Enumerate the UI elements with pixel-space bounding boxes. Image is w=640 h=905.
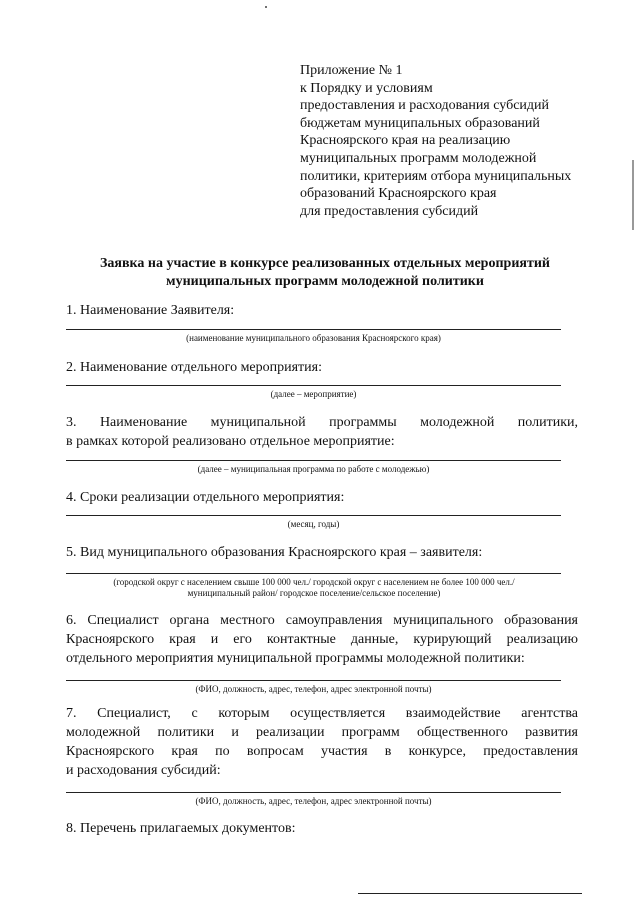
document-title	[40, 255, 610, 291]
item-8-fill-line[interactable]	[358, 893, 582, 894]
item-6-caption: (ФИО, должность, адрес, телефон, адрес электронной почты)	[195, 684, 432, 694]
appendix-line: Красноярского края на реализацию	[300, 133, 511, 149]
item-2-fill-line[interactable]	[66, 385, 561, 386]
appendix-line: муниципальных программ молодежной	[300, 150, 537, 166]
item-5-fill-line[interactable]	[66, 573, 561, 574]
item-8-attached-documents: 8. Перечень прилагаемых документов:	[66, 821, 296, 836]
appendix-line: Приложение № 1	[300, 63, 403, 78]
item-7-line: 7. Специалист, с которым осуществляется взаимодействие агентства	[66, 706, 578, 721]
scan-dot	[265, 6, 267, 8]
item-5-caption	[60, 577, 568, 599]
title-line: Заявка на участие в конкурсе реализованных отдельных мероприятий	[100, 256, 550, 271]
appendix-line: к Порядку и условиям	[300, 80, 433, 96]
item-3-line: 3. Наименование муниципальной программы молодежной политики,	[66, 415, 578, 430]
item-6-line: Красноярского края и его контактные данные, курирующий реализацию	[66, 632, 578, 647]
item-4-fill-line[interactable]	[66, 515, 561, 516]
item-2-caption: (далее – мероприятие)	[270, 389, 357, 399]
item-7-line: и расходования субсидий:	[66, 763, 221, 778]
item-6-municipal-specialist	[66, 611, 578, 668]
appendix-line: политики, критериям отбора муниципальных	[300, 168, 572, 184]
item-5-municipality-type: 5. Вид муниципального образования Красноярского края – заявителя:	[66, 545, 483, 560]
item-3-program-name	[66, 413, 578, 451]
title-line: муниципальных программ молодежной политики	[166, 274, 484, 289]
item-2-event-name: 2. Наименование отдельного мероприятия:	[66, 360, 322, 375]
item-6-line: 6. Специалист органа местного самоуправления муниципального образования	[66, 613, 578, 628]
item-3-caption: (далее – муниципальная программа по работе с молодежью)	[197, 464, 430, 474]
item-7-fill-line[interactable]	[66, 792, 561, 793]
appendix-line: бюджетам муниципальных образований	[300, 115, 540, 131]
scan-edge-mark	[632, 160, 634, 230]
item-7-line: Красноярского края по вопросам участия в конкурсе, предоставления	[66, 744, 578, 759]
item-4-caption: (месяц, годы)	[287, 519, 340, 529]
item-6-line: отдельного мероприятия муниципальной программы молодежной политики:	[66, 651, 525, 666]
item-5-caption-line: (городской округ с населением свыше 100 000 чел./ городской округ с населением не более 100 000 чел./	[113, 577, 515, 587]
item-1-caption: (наименование муниципального образования Красноярского края)	[186, 333, 441, 343]
item-4-timeframe: 4. Сроки реализации отдельного мероприятия:	[66, 490, 345, 505]
item-6-fill-line[interactable]	[66, 680, 561, 681]
appendix-line: образований Красноярского края	[300, 186, 497, 202]
item-7-agency-specialist	[66, 704, 578, 780]
item-7-line: молодежной политики и реализации программ общественного развития	[66, 725, 578, 740]
item-3-fill-line[interactable]	[66, 460, 561, 461]
item-1-fill-line[interactable]	[66, 329, 561, 330]
item-3-line: в рамках которой реализовано отдельное мероприятие:	[66, 434, 395, 449]
appendix-header	[300, 62, 630, 220]
appendix-line: предоставления и расходования субсидий	[300, 98, 550, 114]
item-1-applicant-name: 1. Наименование Заявителя:	[66, 303, 235, 318]
item-7-caption: (ФИО, должность, адрес, телефон, адрес электронной почты)	[195, 796, 432, 806]
appendix-line: для предоставления субсидий	[300, 203, 479, 219]
item-5-caption-line: муниципальный район/ городское поселение/сельское поселение)	[187, 588, 441, 598]
